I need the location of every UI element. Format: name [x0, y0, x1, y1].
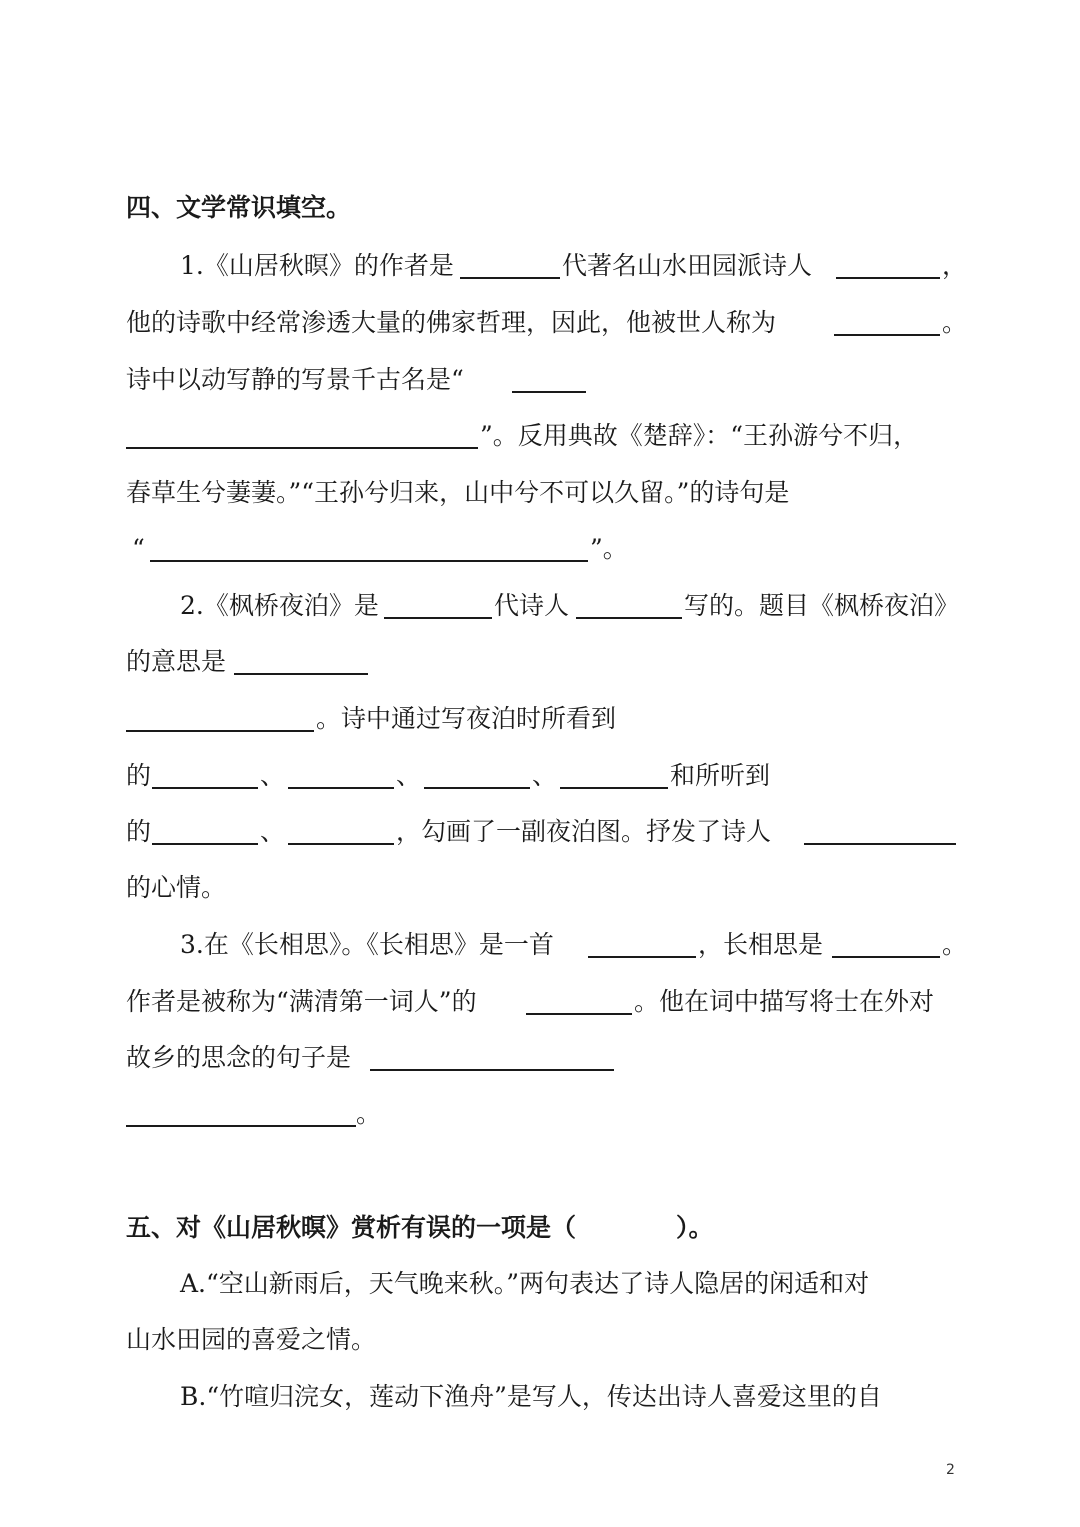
q3-line-1 [0, 923, 1080, 967]
q2-text-1c: 写的。题目《枫桥夜泊》 [684, 591, 960, 620]
blank-field[interactable] [152, 843, 258, 845]
q3-text-1b: ，长相思是 [698, 930, 824, 959]
q2-text-4b: 和所听到 [670, 761, 771, 790]
blank-field[interactable] [560, 787, 668, 789]
blank-field[interactable] [512, 391, 586, 393]
q1-text-6a: “ [132, 534, 145, 563]
q1-line-2 [0, 301, 1080, 345]
blank-field[interactable] [834, 334, 940, 336]
blank-field[interactable] [152, 787, 258, 789]
blank-field[interactable] [424, 787, 530, 789]
q2-line-4 [0, 754, 1080, 798]
blank-field[interactable] [126, 447, 478, 449]
separator: 、 [260, 761, 286, 790]
option-a-text-2: 山水田园的喜爱之情。 [126, 1325, 377, 1354]
blank-field[interactable] [832, 956, 940, 958]
q2-text-5b: ，勾画了一副夜泊图。抒发了诗人 [396, 817, 772, 846]
page-number: 2 [946, 1462, 955, 1478]
blank-field[interactable] [126, 730, 314, 732]
q2-line-2 [0, 640, 1080, 684]
blank-field[interactable] [836, 277, 940, 279]
q1-text-3a: 诗中以动写静的写景千古名是“ [126, 365, 464, 394]
q3-text-2a: 作者是被称为“满清第一词人”的 [126, 987, 477, 1016]
q1-line-4 [0, 414, 1080, 458]
q1-text-1c: ， [942, 251, 968, 280]
q2-text-2a: 的意思是 [126, 647, 227, 676]
section-4-title-line [0, 186, 1080, 230]
q2-text-1a: 2.《枫桥夜泊》是 [180, 591, 379, 620]
q1-text-1a: 1.《山居秋暝》的作者是 [180, 251, 454, 280]
section-5-title-line [0, 1206, 1080, 1250]
q2-text-6a: 的心情。 [126, 873, 227, 902]
q2-text-5a: 的 [126, 817, 152, 846]
q3-text-4a: 。 [356, 1099, 382, 1128]
q1-text-4a: ”。反用典故《楚辞》：“王孙游兮不归， [480, 421, 919, 450]
q3-text-3a: 故乡的思念的句子是 [126, 1043, 352, 1072]
q2-line-6 [0, 866, 1080, 910]
separator: 、 [532, 761, 558, 790]
q1-line-5 [0, 471, 1080, 515]
blank-field[interactable] [384, 617, 492, 619]
option-a-line-2 [0, 1318, 1080, 1362]
blank-field[interactable] [370, 1069, 614, 1071]
q2-text-1b: 代诗人 [494, 591, 570, 620]
q1-text-1b: 代著名山水田园派诗人 [562, 251, 813, 280]
section-4-title: 四、文学常识填空。 [126, 193, 352, 222]
q2-line-3 [0, 697, 1080, 741]
q1-line-3 [0, 358, 1080, 402]
blank-field[interactable] [804, 843, 956, 845]
q2-line-1 [0, 584, 1080, 628]
option-a-text-1: A.“空山新雨后，天气晚来秋。”两句表达了诗人隐居的闲适和对 [180, 1269, 870, 1298]
blank-field[interactable] [576, 617, 682, 619]
option-b-text-1: B.“竹喧归浣女，莲动下渔舟”是写人，传达出诗人喜爱这里的自 [180, 1382, 882, 1411]
q1-text-2a: 他的诗歌中经常渗透大量的佛家哲理，因此，他被世人称为 [126, 308, 777, 337]
q1-text-6b: ”。 [590, 534, 628, 563]
q1-line-6 [0, 527, 1080, 571]
blank-field[interactable] [126, 1125, 356, 1127]
blank-field[interactable] [588, 956, 696, 958]
blank-field[interactable] [288, 843, 394, 845]
q1-text-2b: 。 [942, 308, 968, 337]
q3-text-1a: 3.在《长相思》。《长相思》是一首 [180, 930, 554, 959]
blank-field[interactable] [460, 277, 560, 279]
blank-field[interactable] [526, 1013, 632, 1015]
q1-text-5a: 春草生兮萋萋。”“王孙兮归来，山中兮不可以久留。”的诗句是 [126, 478, 790, 507]
blank-field[interactable] [150, 560, 588, 562]
q3-text-1c: 。 [942, 930, 968, 959]
q3-line-3 [0, 1036, 1080, 1080]
q2-text-3a: 。诗中通过写夜泊时所看到 [316, 704, 617, 733]
q3-line-4 [0, 1092, 1080, 1136]
separator: 、 [260, 817, 286, 846]
q3-text-2b: 。他在词中描写将士在外对 [634, 987, 935, 1016]
q2-text-4a: 的 [126, 761, 152, 790]
q2-line-5 [0, 810, 1080, 854]
blank-field[interactable] [234, 673, 368, 675]
option-a-line-1 [0, 1262, 1080, 1306]
blank-field[interactable] [288, 787, 394, 789]
section-5-title: 五、对《山居秋暝》赏析有误的一项是（ ）。 [126, 1213, 714, 1242]
q3-line-2 [0, 980, 1080, 1024]
q1-line-1 [0, 244, 1080, 288]
separator: 、 [396, 761, 422, 790]
option-b-line-1 [0, 1375, 1080, 1419]
